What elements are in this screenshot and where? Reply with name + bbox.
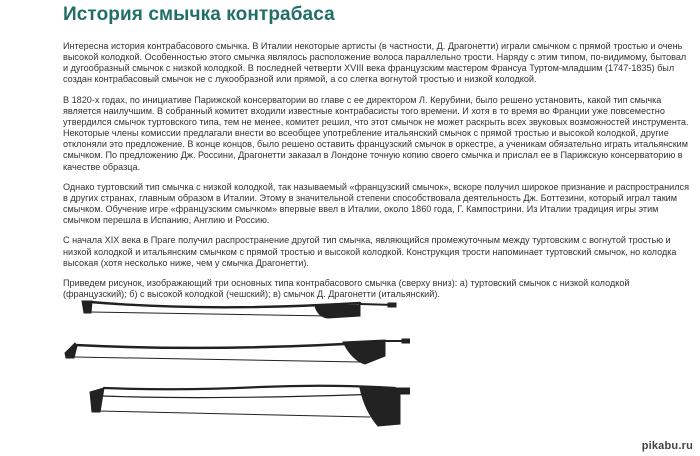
article-body — [63, 41, 691, 309]
bow-types-figure — [60, 296, 410, 444]
watermark: pikabu.ru — [641, 440, 693, 452]
paragraph-4: С начала XIX века в Праге получил распространение другой тип смычка, являющийся промежуточным между туртовским с вогнутой тростью и низкой колодкой и итальянским смычком с прямой тростью и высокой колодкой. Конструкция трости напоминает туртовский смычок, но колодка высокая (хотя несколько ниже, чем у смычка Драгонетти). — [63, 235, 677, 268]
paragraph-1: Интересна история контрабасового смычка. В Италии некоторые артисты (в частности, Д. Драгонетти) играли смычком с прямой тростью и очень высокой колодкой. Особенностью этого смычка являлось расположение волоса параллельно трости. Наряду с этим типом, по-видимому, бытовал и дугообразный смычок с низкой колодкой. В последней четверти XVIII века французским мастером Франсуа Туртом-младшим (1747-1835) был создан контрабасовый смычок не с лукообразной или прямой, а со слегка вогнутой тростью и низкой колодкой. — [63, 41, 687, 85]
paragraph-2: В 1820-х годах, по инициативе Парижской консерватории во главе с ее директором Л. Керубини, было решено установить, какой тип смычка является наилучшим. В собранный комитет входили известные контрабасисты того времени. И хотя в то время во Франции уже повсеместно утвердился смычок туртовского типа, тем не менее, комитет решил, что этот смычок не может раскрыть всех звуковых возможностей инструмента. Некоторые члены комиссии предлагали внести во всеобщее употребление итальянский смычок с прямой тростью и высокой колодкой, другие отклоняли это предложение. В конце концов, было решено оставить французский смычок в оркестре, а ученикам обязательно играть итальянским смычком. По предложению Дж. Россини, Драгонетти заказал в Лондоне точную копию своего смычка и прислал ее в Парижскую консерваторию в качестве образца. — [63, 94, 689, 172]
paragraph-3: Однако туртовский тип смычка с низкой колодкой, так называемый «французский смычок», вскоре получил широкое признание и распространился в других странах, главным образом в Италии. Этому в значительной степени способствовала деятельность Дж. Боттезини, который играл таким смычком. Обучение игре «французским смычком» впервые ввел в Италии, около 1860 года, Г. Кампострини. Из Италии традиция игры этим смычком перешла в Испанию, Англию и Россию. — [63, 181, 689, 226]
paragraph-5: Приведем рисунок, изображающий три основных типа контрабасового смычка (сверху вниз): а) туртовский смычок с низкой колодкой (французский); б) с высокой колодкой (чешский); в) смычок Д. Драгонетти (итальянский). — [63, 277, 630, 299]
czech-bow-drawing — [65, 339, 410, 364]
french-bow-drawing — [82, 301, 396, 318]
page-title: История смычка контрабаса — [63, 4, 335, 25]
dragonetti-bow-drawing — [90, 386, 410, 426]
